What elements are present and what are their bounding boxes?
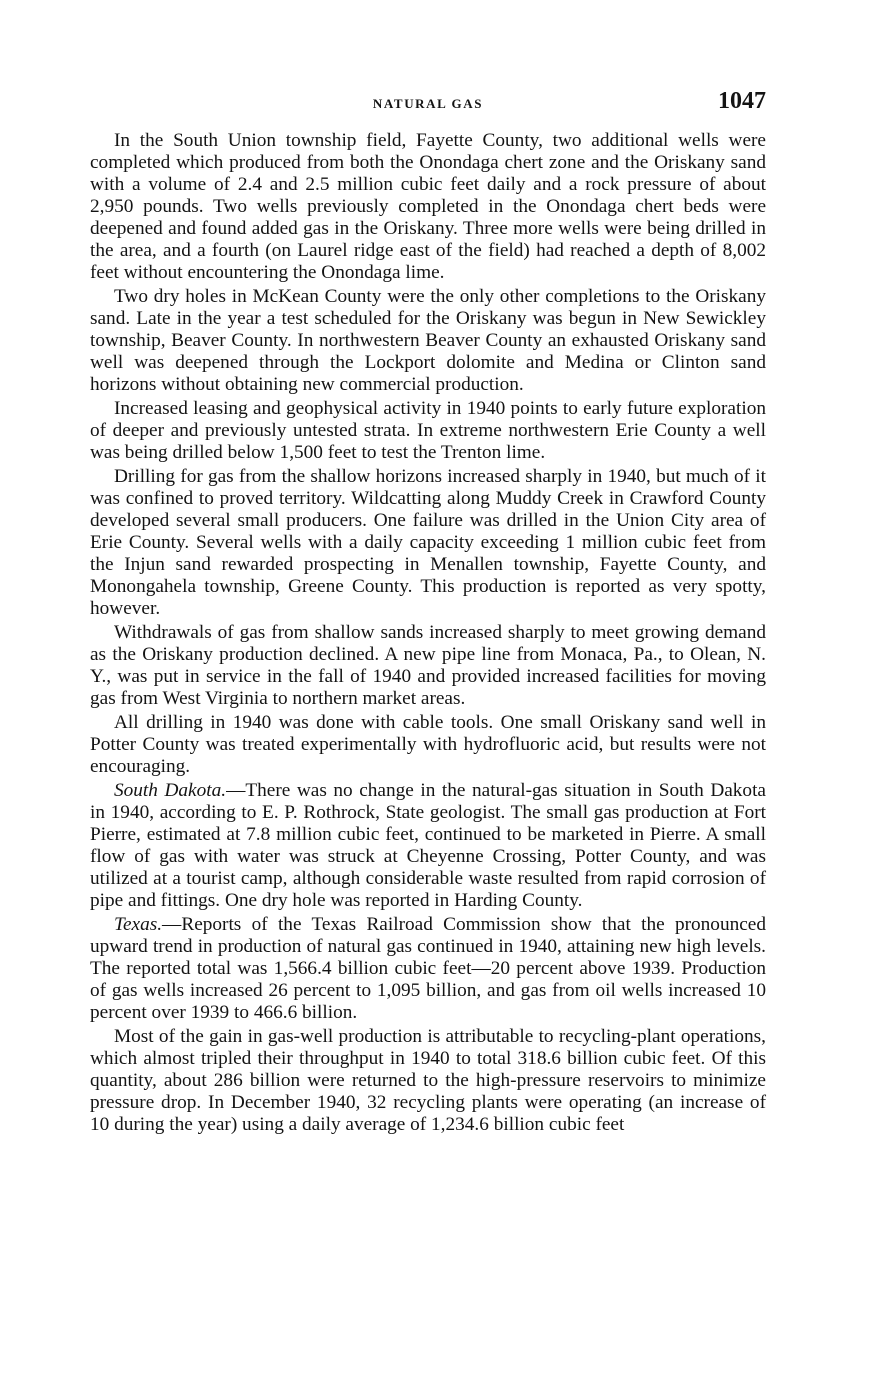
- section-heading-south-dakota: South Dakota.: [114, 780, 227, 801]
- paragraph-text: Two dry holes in McKean County were the only other completions to the Oriskany sand. Late in the year a test scheduled for the Oriskany was begun in New Sewickley township, Beaver County. In northwestern Beaver County an exhausted Oriskany sand well was deepened through the Lockport dolomite and Medina or Clinton sand horizons without obtaining new commercial production.: [90, 286, 766, 395]
- paragraph-text: In the South Union township field, Fayette County, two additional wells were completed which produced from both the Onondaga chert zone and the Oriskany sand with a volume of 2.4 and 2.5 million cubic feet daily and a rock pressure of about 2,950 pounds. Two wells previously completed in the Onondaga chert beds were deepened and found added gas in the Oriskany. Three more wells were being drilled in the area, and a fourth (on Laurel ridge east of the field) had reached a depth of 8,002 feet without encountering the Onondaga lime.: [90, 130, 766, 283]
- paragraph: [90, 466, 766, 620]
- paragraph-text: All drilling in 1940 was done with cable tools. One small Oriskany sand well in Potter County was treated experimentally with hydrofluoric acid, but results were not encouraging.: [90, 712, 766, 777]
- paragraph: [90, 398, 766, 464]
- paragraph: [90, 1026, 766, 1136]
- paragraph: [90, 780, 766, 912]
- section-heading-texas: Texas.: [114, 914, 163, 935]
- paragraph-text: Drilling for gas from the shallow horizons increased sharply in 1940, but much of it was confined to proved territory. Wildcatting along Muddy Creek in Crawford County developed several small producers. One failure was drilled in the Union City area of Erie County. Several wells with a daily capacity exceeding 1 million cubic feet from the Injun sand rewarded prospecting in Menallen township, Fayette County, and Monongahela township, Greene County. This production is reported as very spotty, however.: [90, 466, 766, 619]
- paragraph-text: —Reports of the Texas Railroad Commission show that the pronounced upward trend in production of natural gas continued in 1940, attaining new high levels. The reported total was 1,566.4 billion cubic feet—20 percent above 1939. Production of gas wells increased 26 percent to 1,095 billion, and gas from oil wells increased 10 percent over 1939 to 466.6 billion.: [90, 914, 766, 1023]
- paragraph: [90, 712, 766, 778]
- page-number: 1047: [718, 88, 766, 114]
- paragraph-text: Most of the gain in gas-well production is attributable to recycling-plant operations, which almost tripled their throughput in 1940 to total 318.6 billion cubic feet. Of this quantity, about 286 billion were returned to the high-pressure reservoirs to minimize pressure drop. In December 1940, 32 recycling plants were operating (an increase of 10 during the year) using a daily average of 1,234.6 billion cubic feet: [90, 1026, 766, 1135]
- paragraph: [90, 130, 766, 284]
- page-header: [90, 88, 766, 118]
- paragraph-text: Withdrawals of gas from shallow sands increased sharply to meet growing demand as the Oriskany production declined. A new pipe line from Monaca, Pa., to Olean, N. Y., was put in service in the fall of 1940 and provided increased facilities for moving gas from West Virginia to northern market areas.: [90, 622, 766, 709]
- paragraph: [90, 622, 766, 710]
- running-title: NATURAL GAS: [372, 96, 484, 111]
- paragraph: [90, 914, 766, 1024]
- document-page: [90, 88, 766, 1136]
- paragraph-text: —There was no change in the natural-gas situation in South Dakota in 1940, according to E. P. Rothrock, State geologist. The small gas production at Fort Pierre, estimated at 7.8 million cubic feet, continued to be marketed in Pierre. A small flow of gas with water was struck at Cheyenne Crossing, Potter County, and was utilized at a tourist camp, although considerable waste resulted from rapid corrosion of pipe and fittings. One dry hole was reported in Harding County.: [90, 780, 766, 911]
- paragraph: [90, 286, 766, 396]
- paragraph-text: Increased leasing and geophysical activity in 1940 points to early future exploration of deeper and previously untested strata. In extreme northwestern Erie County a well was being drilled below 1,500 feet to test the Trenton lime.: [90, 398, 766, 463]
- body-text: [90, 130, 766, 1136]
